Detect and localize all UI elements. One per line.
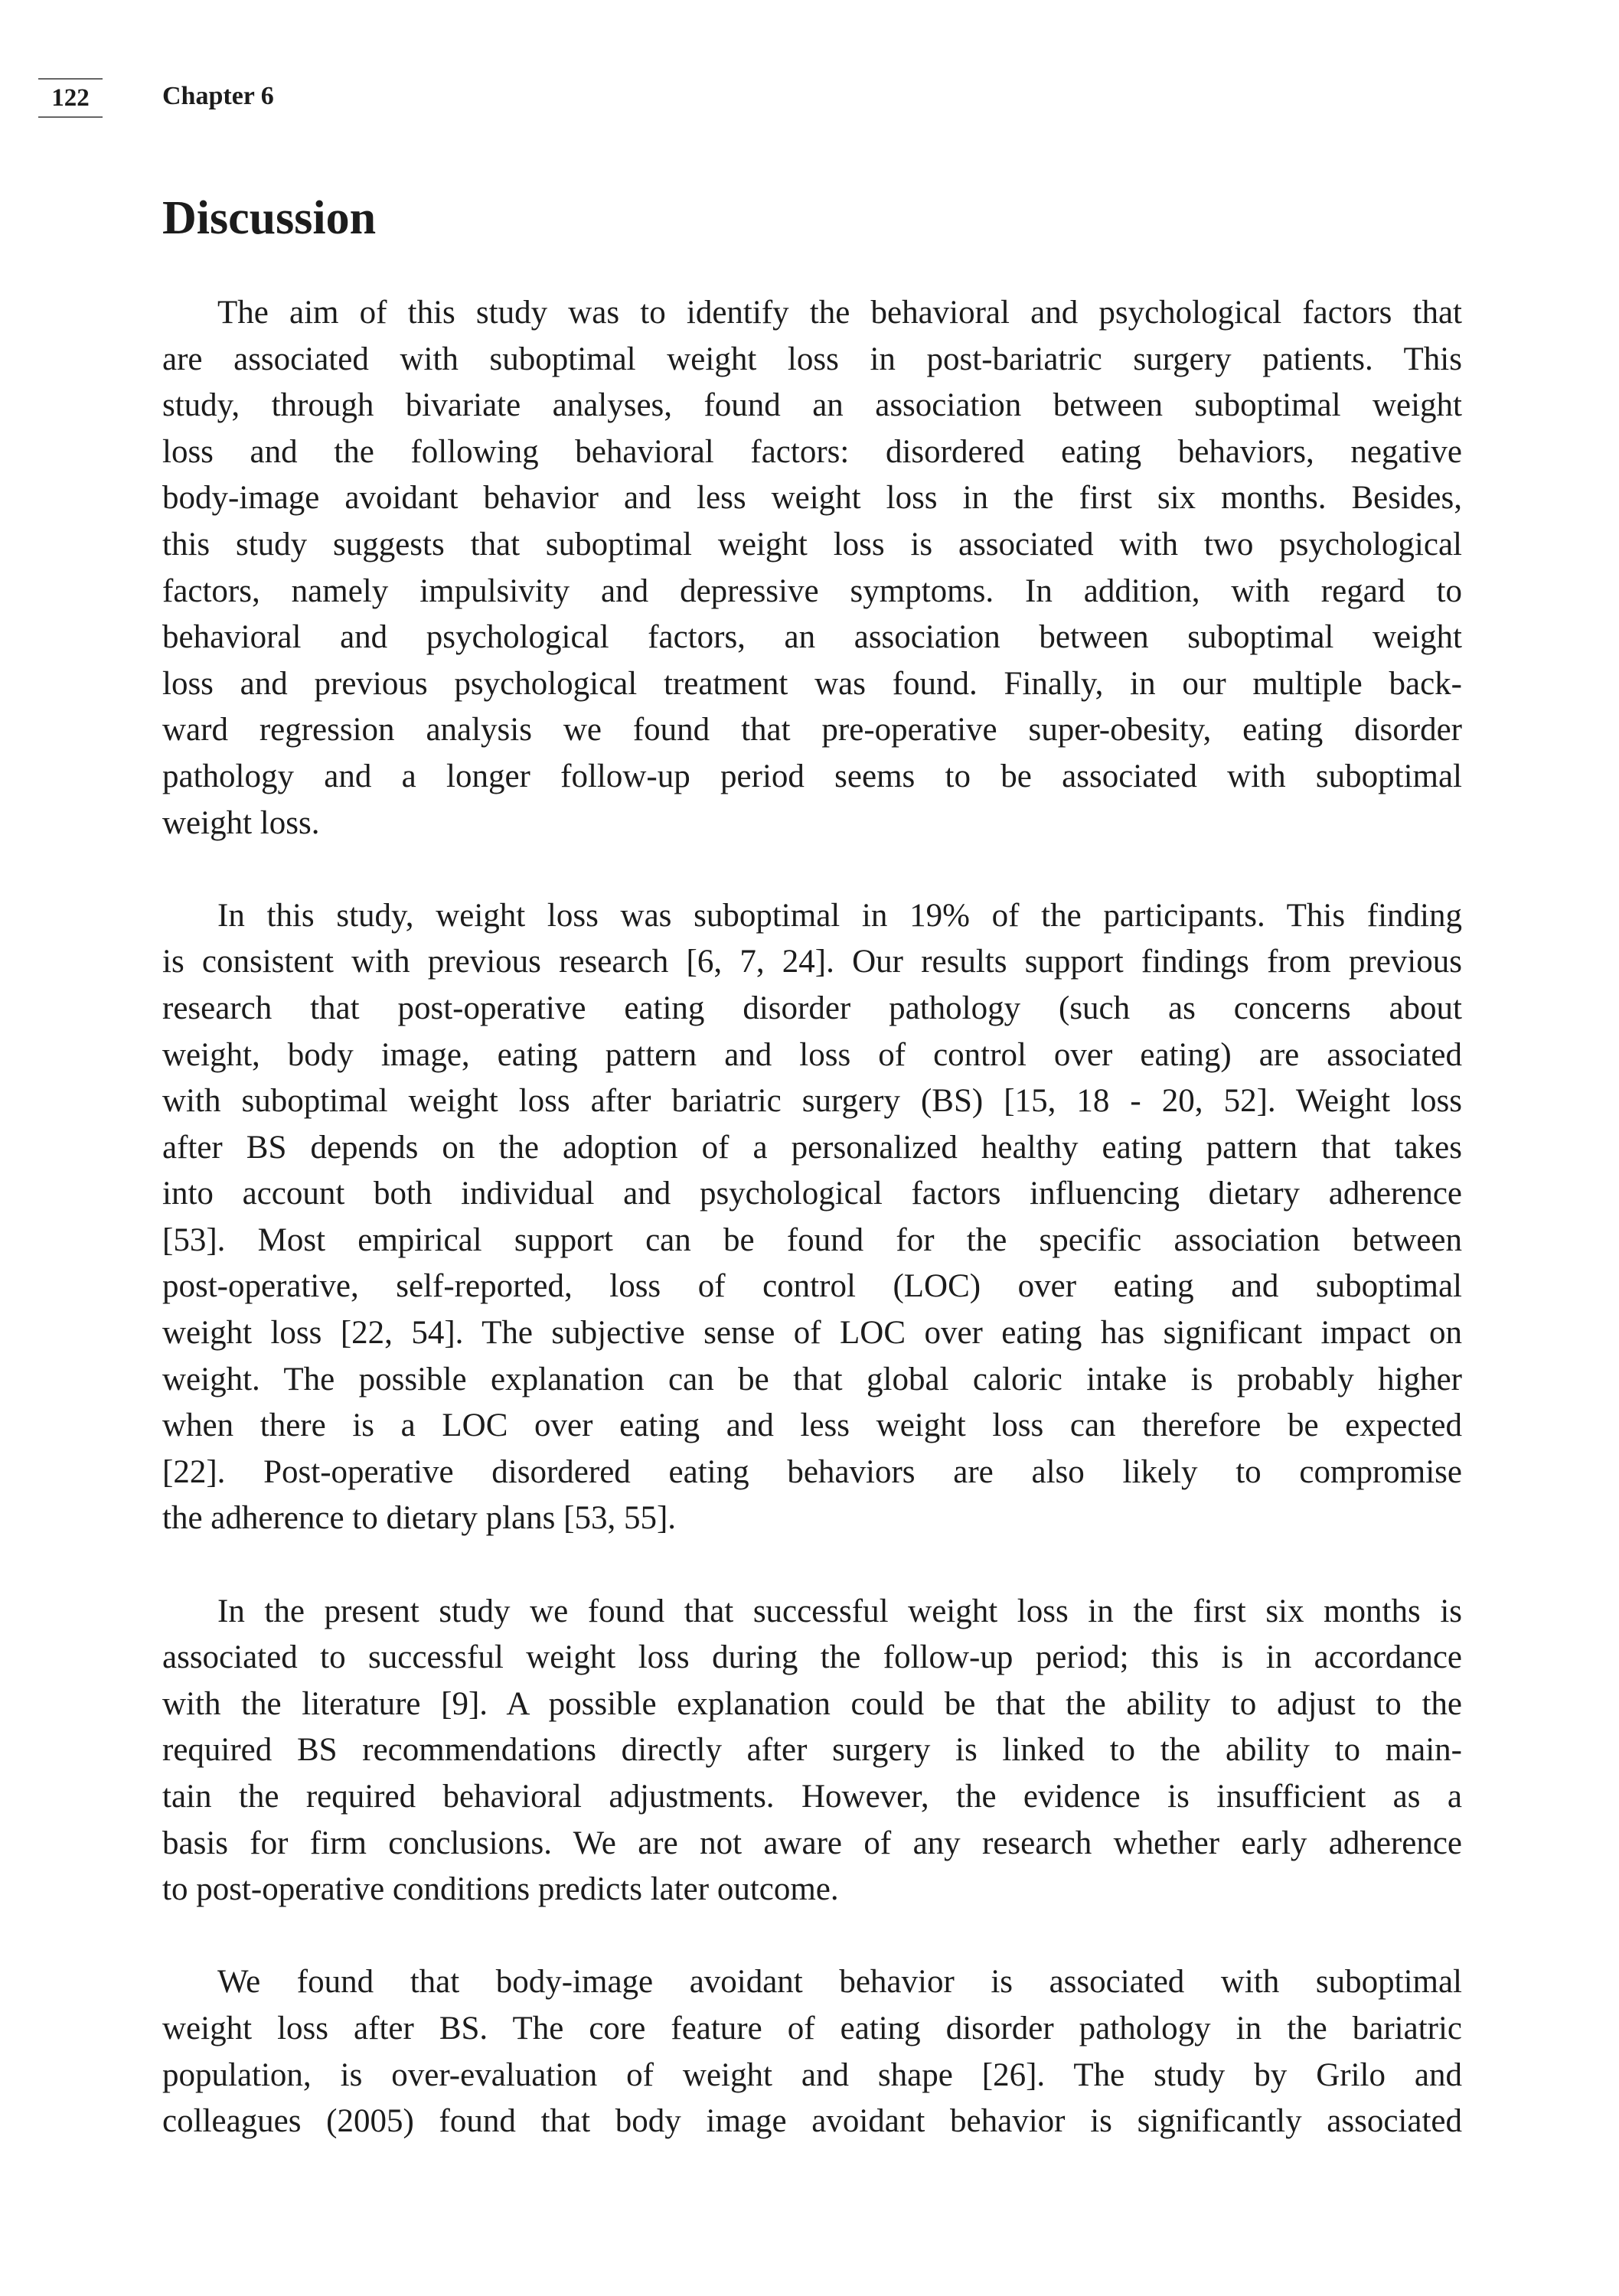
text-line: weight. The possible explanation can be that global caloric intake is probably higher bbox=[162, 1361, 1462, 1397]
text-line: weight loss. bbox=[162, 804, 320, 841]
text-line: [22]. Post-operative disordered eating behaviors are also likely to compromise bbox=[162, 1453, 1462, 1490]
text-line: when there is a LOC over eating and less weight loss can therefore be expected bbox=[162, 1407, 1462, 1444]
text-line: is consistent with previous research [6, 7, 24]. Our results support findings from previous bbox=[162, 944, 1462, 980]
body-text bbox=[162, 290, 1462, 2191]
text-line: associated to successful weight loss during the follow-up period; this is in accordance bbox=[162, 1639, 1462, 1676]
text-line: [53]. Most empirical support can be found for the specific association between bbox=[162, 1221, 1462, 1258]
text-line: The aim of this study was to identify the behavioral and psychological factors that bbox=[217, 295, 1462, 331]
text-line: weight loss [22, 54]. The subjective sense of LOC over eating has significant impact on bbox=[162, 1315, 1462, 1352]
text-line: into account both individual and psychological factors influencing dietary adherence bbox=[162, 1176, 1462, 1212]
running-header-chapter: Chapter 6 bbox=[162, 82, 274, 110]
text-line: after BS depends on the adoption of a personalized healthy eating pattern that takes bbox=[162, 1129, 1462, 1166]
text-line: basis for firm conclusions. We are not aware of any research whether early adherence bbox=[162, 1825, 1462, 1861]
text-line: colleagues (2005) found that body image avoidant behavior is significantly associated bbox=[162, 2103, 1462, 2140]
text-line: post-operative, self-reported, loss of control (LOC) over eating and suboptimal bbox=[162, 1268, 1462, 1305]
text-line: In this study, weight loss was suboptimal in 19% of the participants. This finding bbox=[217, 897, 1462, 934]
text-line: this study suggests that suboptimal weight loss is associated with two psychological bbox=[162, 526, 1462, 563]
text-line: research that post-operative eating disorder pathology (such as concerns about bbox=[162, 990, 1462, 1026]
text-line: with suboptimal weight loss after bariatric surgery (BS) [15, 18 - 20, 52]. Weight loss bbox=[162, 1083, 1462, 1120]
text-line: factors, namely impulsivity and depressive symptoms. In addition, with regard to bbox=[162, 572, 1462, 609]
text-line: pathology and a longer follow-up period seems to be associated with suboptimal bbox=[162, 758, 1462, 794]
page-number: 122 bbox=[38, 78, 103, 118]
text-line: ward regression analysis we found that pre-operative super-obesity, eating disorder bbox=[162, 712, 1462, 748]
text-line: with the literature [9]. A possible explanation could be that the ability to adjust to the bbox=[162, 1685, 1462, 1722]
text-line: population, is over-evaluation of weight and shape [26]. The study by Grilo and bbox=[162, 2056, 1462, 2093]
text-line: required BS recommendations directly after surgery is linked to the ability to main- bbox=[162, 1732, 1462, 1769]
paragraph bbox=[162, 1589, 1462, 1913]
paragraph bbox=[162, 893, 1462, 1542]
text-line: loss and previous psychological treatment was found. Finally, in our multiple back- bbox=[162, 665, 1462, 702]
text-line: In the present study we found that successful weight loss in the first six months is bbox=[217, 1593, 1462, 1629]
text-line: weight, body image, eating pattern and loss of control over eating) are associated bbox=[162, 1036, 1462, 1073]
text-line: We found that body-image avoidant behavior is associated with suboptimal bbox=[217, 1964, 1462, 2001]
paragraph bbox=[162, 1959, 1462, 2144]
text-line: tain the required behavioral adjustments. However, the evidence is insufficient as a bbox=[162, 1779, 1462, 1815]
text-line: are associated with suboptimal weight loss in post-bariatric surgery patients. This bbox=[162, 341, 1462, 377]
section-heading: Discussion bbox=[162, 192, 377, 244]
text-line: loss and the following behavioral factors: disordered eating behaviors, negative bbox=[162, 433, 1462, 470]
text-line: body-image avoidant behavior and less weight loss in the first six months. Besides, bbox=[162, 480, 1462, 517]
text-line: study, through bivariate analyses, found an association between suboptimal weight bbox=[162, 387, 1462, 424]
paragraph bbox=[162, 290, 1462, 846]
text-line: the adherence to dietary plans [53, 55]. bbox=[162, 1500, 677, 1537]
text-line: to post-operative conditions predicts later outcome. bbox=[162, 1871, 839, 1908]
text-line: weight loss after BS. The core feature of eating disorder pathology in the bariatric bbox=[162, 2010, 1462, 2047]
text-line: behavioral and psychological factors, an association between suboptimal weight bbox=[162, 619, 1462, 656]
